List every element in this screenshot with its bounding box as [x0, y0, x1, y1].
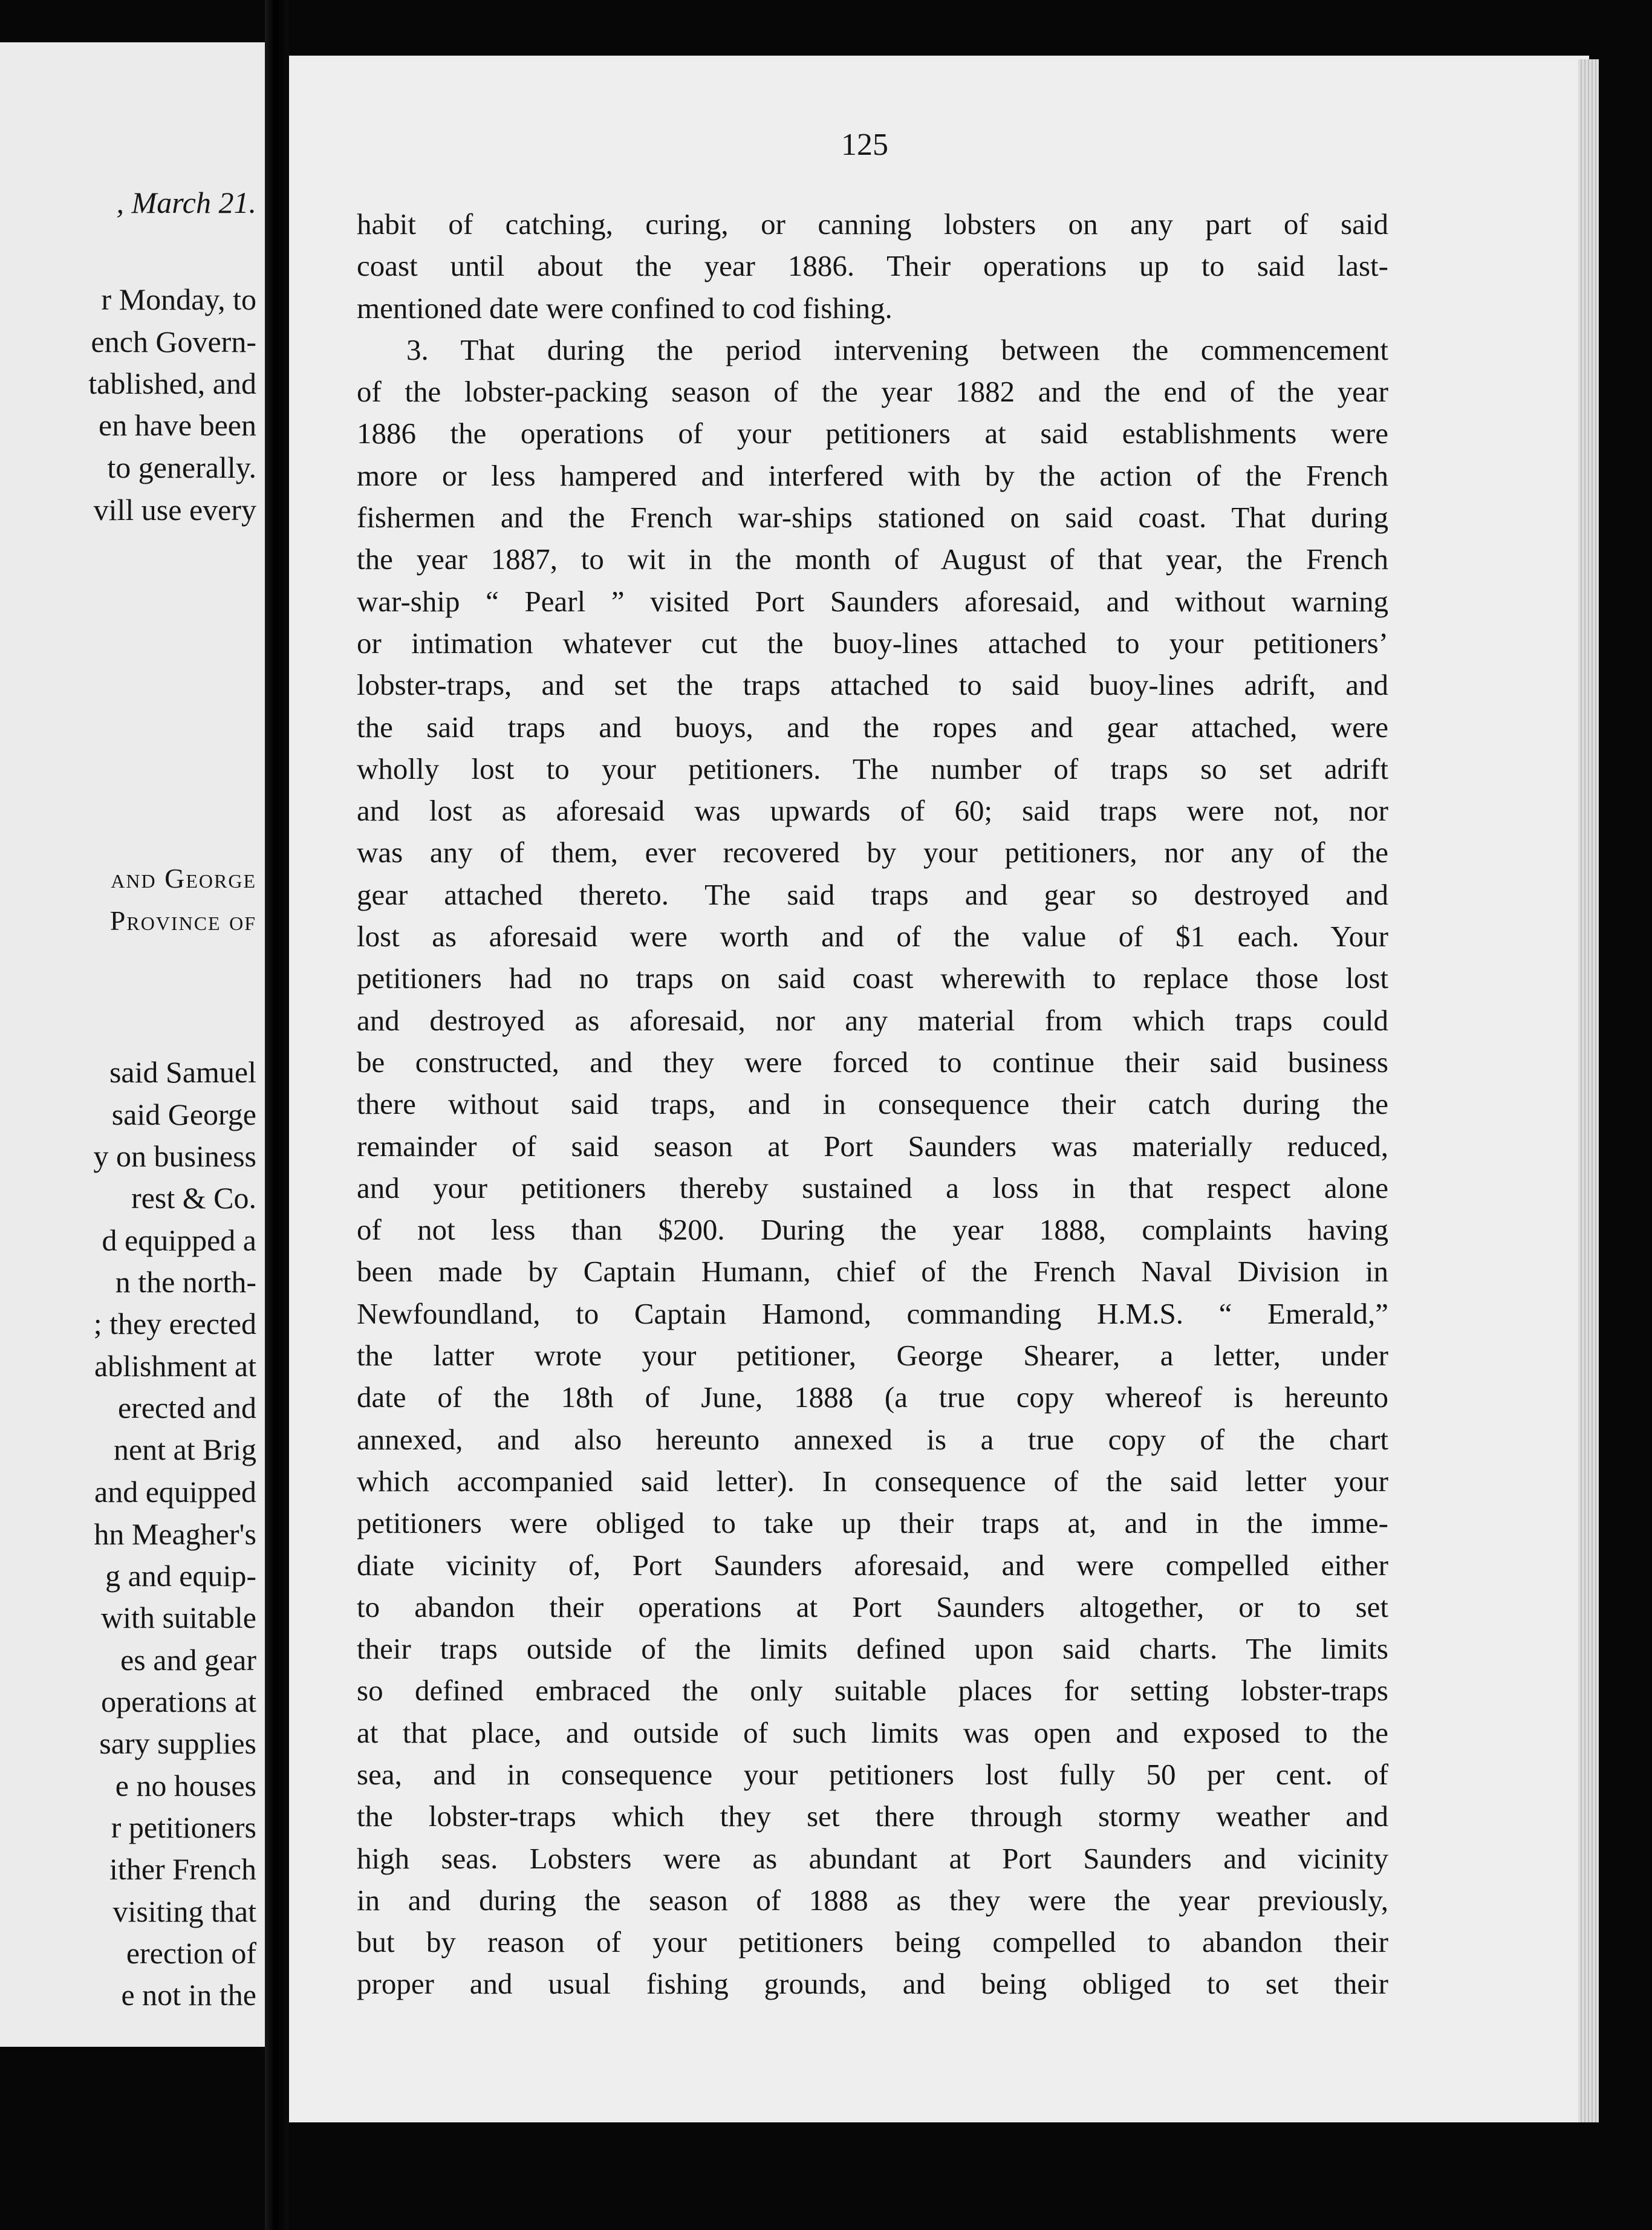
facing-page-line: erection of [126, 1936, 256, 1970]
text-line: of the lobster-packing season of the year 1882 and the end of the year [357, 375, 1388, 409]
facing-page-line: y on business [93, 1139, 256, 1173]
body-text [357, 203, 1388, 2005]
text-line: diate vicinity of, Port Saunders aforesaid, and were compelled either [357, 1548, 1388, 1582]
text-line: the said traps and buoys, and the ropes and gear attached, were [357, 710, 1388, 744]
facing-page-line: d equipped a [102, 1223, 256, 1257]
facing-page-line: r petitioners [111, 1810, 256, 1844]
text-line: sea, and in consequence your petitioners lost fully 50 per cent. of [357, 1757, 1388, 1791]
facing-page-line: said Samuel [109, 1055, 256, 1089]
text-line: and destroyed as aforesaid, nor any material from which traps could [357, 1003, 1388, 1037]
text-line: which accompanied said letter). In consequence of the said letter your [357, 1464, 1388, 1498]
text-line: high seas. Lobsters were as abundant at Port Saunders and vicinity [357, 1841, 1388, 1875]
facing-page-line: ench Govern- [91, 325, 256, 359]
facing-page-line: tablished, and [88, 366, 256, 400]
facing-page-line: n the north- [115, 1265, 256, 1299]
text-line: annexed, and also hereunto annexed is a true copy of the chart [357, 1422, 1388, 1456]
facing-page-line: operations at [101, 1685, 256, 1718]
text-line: be constructed, and they were forced to continue their said business [357, 1045, 1388, 1079]
facing-page-line: r Monday, to [101, 282, 256, 316]
facing-page-line: es and gear [120, 1643, 256, 1677]
facing-page-line: ither French [109, 1852, 256, 1886]
text-line: wholly lost to your petitioners. The number of traps so set adrift [357, 752, 1388, 785]
text-line: lobster-traps, and set the traps attached to said buoy-lines adrift, and [357, 668, 1388, 702]
text-line: habit of catching, curing, or canning lobsters on any part of said [357, 207, 1388, 241]
facing-page-line: hn Meagher's [94, 1517, 256, 1551]
text-line: the year 1887, to wit in the month of August of that year, the French [357, 542, 1388, 576]
text-line: more or less hampered and interfered with by the action of the French [357, 458, 1388, 492]
facing-page-line: rest & Co. [131, 1181, 256, 1215]
text-line: Newfoundland, to Captain Hamond, commanding H.M.S. “ Emerald,” [357, 1296, 1388, 1330]
facing-page-line: said George [111, 1097, 256, 1131]
text-line: in and during the season of 1888 as they were the year previously, [357, 1883, 1388, 1917]
facing-page-line: sary supplies [99, 1726, 256, 1760]
text-line: and lost as aforesaid was upwards of 60; said traps were not, nor [357, 794, 1388, 828]
facing-page-line: g and equip- [105, 1559, 256, 1593]
text-line: petitioners were obliged to take up their traps at, and in the imme- [357, 1506, 1388, 1540]
facing-page-fragment [0, 42, 265, 2047]
text-line: to abandon their operations at Port Saunders altogether, or to set [357, 1590, 1388, 1624]
facing-page-line: en have been [99, 408, 256, 442]
facing-page-line: e not in the [121, 1978, 256, 2012]
facing-page-line: ablishment at [94, 1349, 256, 1383]
facing-page-line: and equipped [94, 1475, 256, 1509]
facing-page-line: Province of [109, 905, 256, 936]
text-line: coast until about the year 1886. Their operations up to said last- [357, 249, 1388, 283]
text-line: the latter wrote your petitioner, George Shearer, a letter, under [357, 1339, 1388, 1373]
text-line: fishermen and the French war-ships stationed on said coast. That during [357, 501, 1388, 535]
text-line: so defined embraced the only suitable places for setting lobster-traps [357, 1674, 1388, 1708]
facing-page-line: e no houses [115, 1769, 256, 1803]
text-line: mentioned date were confined to cod fishing. [357, 291, 893, 325]
text-line: 3. That during the period intervening between the commencement [406, 333, 1388, 366]
facing-page-line: and George [111, 863, 256, 894]
text-line: remainder of said season at Port Saunders was materially reduced, [357, 1129, 1388, 1163]
text-line: at that place, and outside of such limits was open and exposed to the [357, 1715, 1388, 1749]
text-line: petitioners had no traps on said coast wherewith to replace those lost [357, 961, 1388, 995]
facing-page-line: visiting that [112, 1894, 256, 1928]
text-line: been made by Captain Humann, chief of the French Naval Division in [357, 1255, 1388, 1289]
facing-page-line: to generally. [107, 450, 256, 484]
text-line: 1886 the operations of your petitioners at said establishments were [357, 417, 1388, 450]
facing-page-line: with suitable [101, 1601, 256, 1634]
text-line: but by reason of your petitioners being compelled to abandon their [357, 1925, 1388, 1959]
text-line: and your petitioners thereby sustained a loss in that respect alone [357, 1171, 1388, 1204]
page-number: 125 [841, 128, 888, 162]
text-line: the lobster-traps which they set there through stormy weather and [357, 1799, 1388, 1833]
text-line: gear attached thereto. The said traps and gear so destroyed and [357, 877, 1388, 911]
text-line: proper and usual fishing grounds, and being obliged to set their [357, 1967, 1388, 2001]
book-gutter [265, 0, 289, 2230]
facing-page-line: ; they erected [93, 1307, 256, 1341]
facing-page-line: erected and [117, 1391, 256, 1425]
text-line: of not less than $200. During the year 1888, complaints having [357, 1213, 1388, 1247]
text-line: their traps outside of the limits defined upon said charts. The limits [357, 1632, 1388, 1666]
text-line: was any of them, ever recovered by your petitioners, nor any of the [357, 836, 1388, 870]
page-edge [1578, 59, 1599, 2122]
facing-page-line: vill use every [93, 493, 256, 527]
facing-page-line: nent at Brig [113, 1432, 256, 1466]
text-line: lost as aforesaid were worth and of the value of $1 each. Your [357, 920, 1388, 954]
text-line: war-ship “ Pearl ” visited Port Saunders aforesaid, and without warning [357, 584, 1388, 618]
text-line: or intimation whatever cut the buoy-lines attached to your petitioners’ [357, 626, 1388, 660]
text-line: date of the 18th of June, 1888 (a true copy whereof is hereunto [357, 1380, 1388, 1414]
facing-page-line: , March 21. [116, 186, 256, 219]
text-line: there without said traps, and in consequence their catch during the [357, 1087, 1388, 1121]
